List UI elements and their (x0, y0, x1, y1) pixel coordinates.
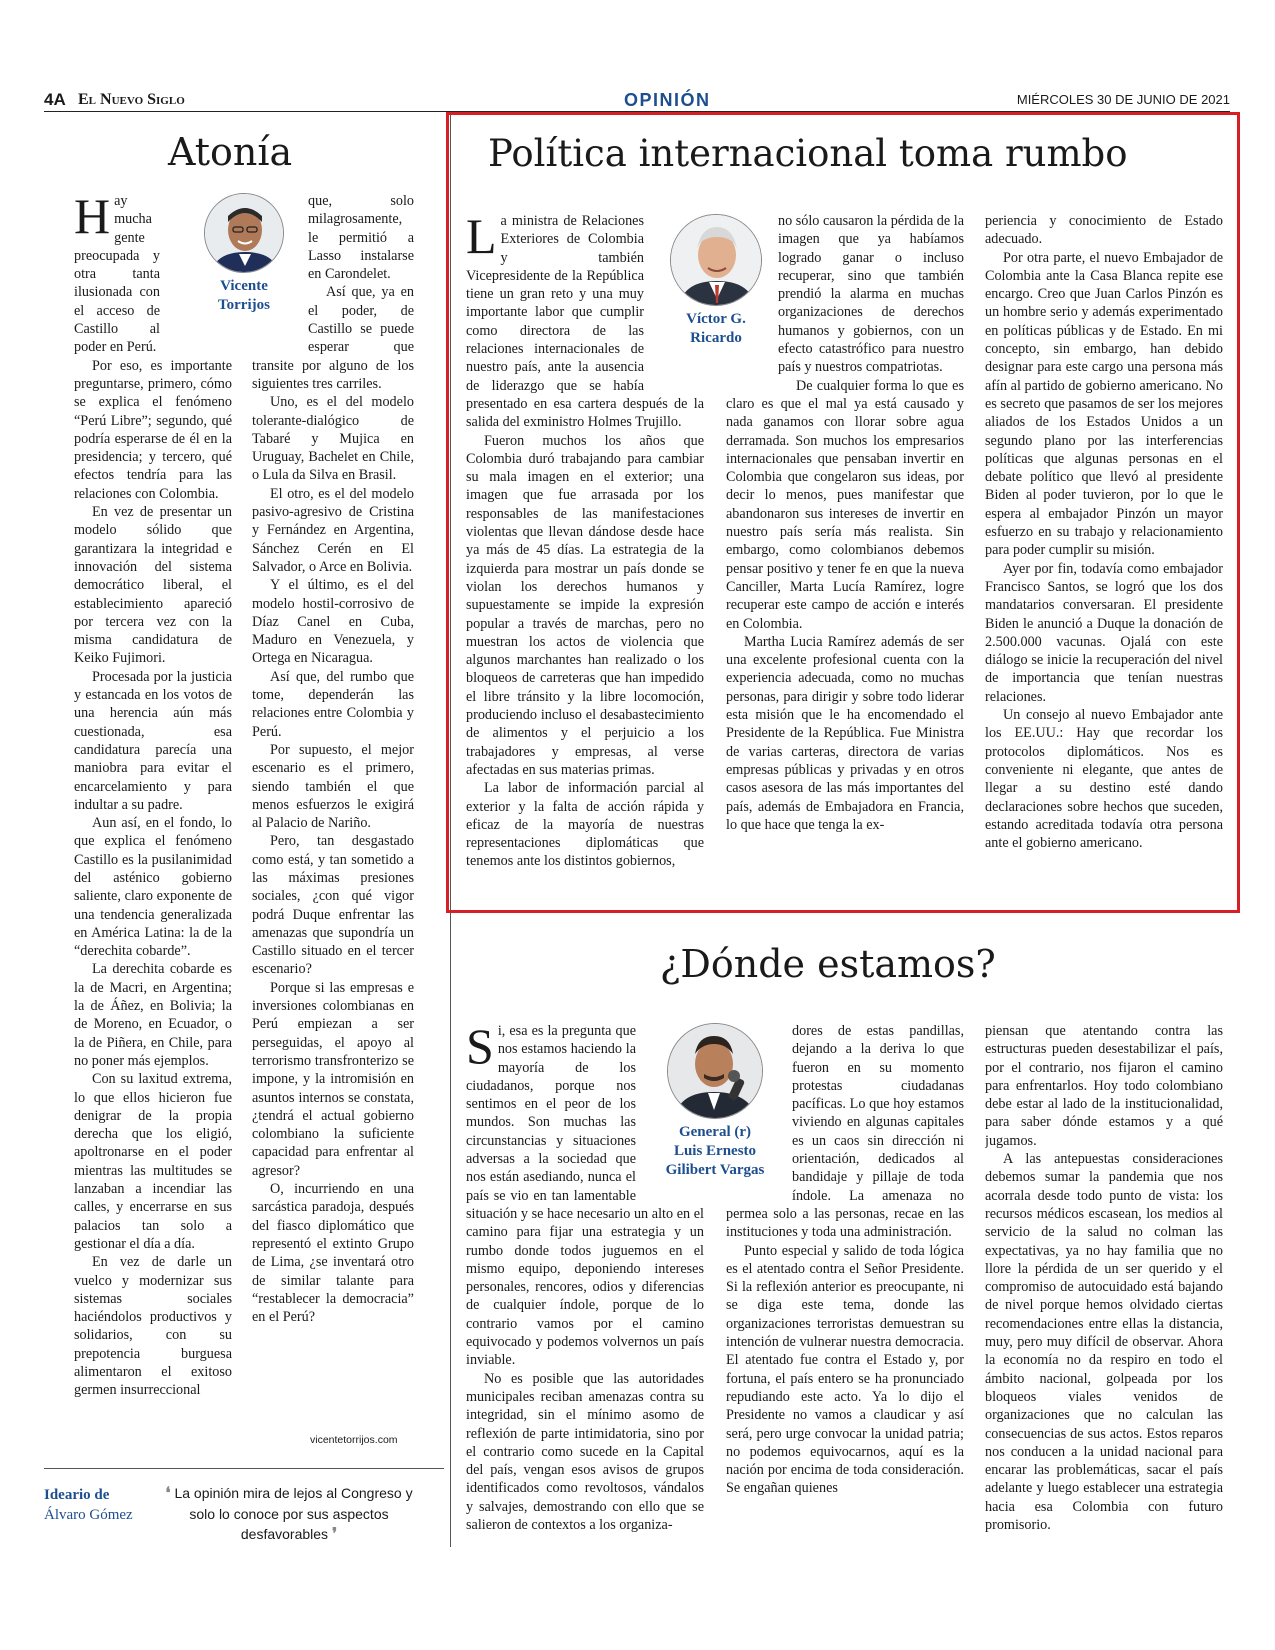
author-first-name: Luis Ernesto (673, 1143, 757, 1159)
ideario-name: Álvaro Gómez (44, 1507, 133, 1523)
paragraph: Aun así, en el fondo, lo que explica el fenómeno Castillo es la pusilanimidad del asténico gobierno saliente, claro exponente de una tendencia generalizada en América Latina: la de la “derechita cobarde”. (74, 815, 232, 960)
paragraph: Con su laxitud extrema, lo que ellos hicieron fue denigrar de la propia derecha que los eligió, apoltronarse en el poder mientras las multitudes se lanzaban a incendiar las calles, y encerrarse en sus palacios tan solo a gestionar el día a día. (74, 1071, 232, 1252)
newspaper-name: El Nuevo Siglo (78, 91, 185, 108)
dropcap: L (466, 212, 497, 264)
quote-text: La opinión mira de lejos al Congreso y solo lo conoce por sus aspectos desfavorables (174, 1485, 413, 1542)
author-rank: General (r) (678, 1124, 752, 1140)
paragraph: Por supuesto, el mejor escenario es el primero, siendo también el que menos esfuerzos le exigirá al Palacio de Nariño. (252, 741, 414, 832)
article-1-column-1 (74, 192, 232, 1454)
paragraph: Punto especial y salido de toda lógica es el atentado contra el Señor Presidente. Si la reflexión anterior es preocupante, ni se diga este tema, donde las organizaciones terroristas demuestran su intención de vulnerar nuestra democracia. El atentado fue contra el Estado y, por fortuna, el país entero se ha pronunciado repudiando este acto. Ya lo dijo el Presidente no vamos a claudicar y así será, pero urge convocar la unidad patria; no podemos equivocarnos, aquí es la nación por encima de toda consideración. Se engañan quienes (726, 1242, 964, 1497)
paragraph: A las antepuestas consideraciones debemos sumar la pandemia que nos acorrala desde todo punto de vista: los recursos médicos escasean, los medios al servicio de la salud no colman las expectativas, ya no hay familia que no llore la pérdida de un ser querido y el compromiso de autocuidado está bajando de nivel porque hemos olvidado ciertas recomendaciones entre ellas la distancia, muy, pero muy difícil de observar. Ahora la economía no da respiro en todo el ámbito nacional, golpeada por los bloqueos viales venidos de organizaciones que no calculan las consecuencias de sus actos. Estos reparos nos conducen a la unidad nacional para encarar las problemáticas, sacar el país adelante y luego establecer una estrategia hacia esa Colombia con futuro promisorio. (985, 1151, 1223, 1534)
article-2-column-2 (726, 212, 964, 882)
article-3-column-2 (726, 1022, 964, 1542)
issue-date: MIÉRCOLES 30 DE JUNIO DE 2021 (1016, 92, 1230, 107)
paragraph: no sólo causaron la pérdida de la imagen que ya habíamos logrado ganar o incluso recuperar, sino que también prendió la alarma en muchas organizaciones de derechos humanos y gobiernos, con un efecto catastrófico para nuestro país y nuestros compatriotas. (778, 213, 964, 376)
paragraph: Un consejo al nuevo Embajador ante los EE.UU.: Hay que recordar los protocolos diplomáticos. Nos es conveniente ni elegante, que antes de llegar a su destino esté dando declaraciones sobre hechos que suceden, estando acreditada todavía otra persona ante el gobierno americano. (985, 707, 1223, 852)
paragraph: Fueron muchos los años que Colombia duró trabajando para cambiar su mala imagen en el exterior; una imagen que fue arrasada por los responsables de las manifestaciones violentas que llevan dándose desde hace ya más de 45 días. La estrategia de la izquierda para mostrar un país donde se violan los derechos humanos y supuestamente se impide la expresión popular a través de marchas, pero no muestran los actos de violencia que algunos marchantes han realizado o los bloqueos de carreteras que han impedido el libre tránsito y la libre locomoción, produciendo incluso el desabastecimiento de alimentos y el perjuicio a los trabajadores y empresas, al verse afectadas en sus materias primas. (466, 432, 704, 778)
section-title: OPINIÓN (624, 90, 711, 110)
article-1-column-2 (252, 192, 414, 1422)
paragraph: Porque si las empresas e inversiones colombianas en Perú empiezan a ser perseguidas, el apoyo al terrorismo transfronterizo se impone, y la intromisión en asuntos internos se constata, ¿tendrá el actual gobierno colombiano la suficiente capacidad para enfrentar al agresor? (252, 979, 414, 1179)
paragraph: Así que, del rumbo que tome, dependerán las relaciones entre Colombia y Perú. (252, 668, 414, 740)
article-2-column-1 (466, 212, 704, 882)
page-header (44, 90, 1230, 112)
author-last-name: Torrijos (218, 297, 270, 313)
ideario-divider (44, 1468, 444, 1469)
author-first-name: Vicente (220, 278, 268, 294)
page-number: 4A (44, 90, 66, 109)
paragraph: Martha Lucia Ramírez además de ser una excelente profesional cuenta con la experiencia adecuada, como no muchas personas, para dirigir y sobre todo liderar esta misión que le ha encomendado el Presidente de la República. Fue Ministra de varias carteras, directora de varias empresas públicas y privadas y en otros casos asesora de las más importantes del país, además de Embajadora en Francia, lo que hace que tenga la ex- (726, 633, 964, 833)
paragraph: La derechita cobarde es la de Macri, en Argentina; la de Áñez, en Bolivia; la de Moreno, en Ecuador, o la de Piñera, en Chile, para no poner más ejemplos. (74, 961, 232, 1069)
paragraph: O, incurriendo en una sarcástica paradoja, después del fiasco diplomático que representó el extinto Grupo de Lima, ¿se inventará otro de similar talante para “restablecer la democracia” en el Perú? (252, 1181, 414, 1326)
article-3-title: ¿Dónde estamos? (660, 942, 996, 986)
paragraph: periencia y conocimiento de Estado adecuado. (985, 213, 1223, 248)
ideario-title: Ideario de (44, 1487, 110, 1503)
paragraph: Pero, tan desgastado como está, y tan sometido a las máximas presiones sociales, ¿con qué vigor podrá Duque enfrentar las amenazas que supondría un Castillo situado en el tercer escenario? (252, 833, 414, 978)
author-signature: vicentetorrijos.com (310, 1434, 398, 1446)
paragraph: Ayer por fin, todavía como embajador Francisco Santos, se logró que los dos mandatarios conversaran. El presidente Biden le anunció a Duque la donación de 2.500.000 vacunas. Ojalá con este diálogo se inicie la recuperación del nivel de importancia que tenían nuestras relaciones. (985, 560, 1223, 705)
paragraph: i, esa es la pregunta que nos estamos haciendo la mayoría de los ciudadanos, porque nos sentimos en el peor de los mundos. Son muchas las circunstancias y situaciones adversas a la sociedad que nos están asediando, nunca el país se vio en tan lamentable situación y se hace necesario un alto en el camino para fijar una estrategia y un rumbo donde todos juguemos en el mismo equipo, deponiendo intereses personales, rencores, odios y diferencias de cualquier índole, porque de lo contrario vamos por el camino equivocado y podemos volvernos un país inviable. (466, 1023, 704, 1369)
author-last-name: Ricardo (690, 330, 742, 346)
paragraph: a ministra de Relaciones Exteriores de Colombia y también Vicepresidente de la República tiene un gran reto y una muy importante labor que cumplir como directora de las relaciones internacionales de nuestro país, ante la ausencia de liderazgo que se había presentado en esa cartera después de la salida del exministro Holmes Trujillo. (466, 213, 704, 431)
paragraph: Así que, ya en el poder, de Castillo se puede esperar que transite por alguno de los siguientes tres carriles. (252, 284, 414, 392)
article-2-title: Política internacional toma rumbo (488, 132, 1128, 175)
dropcap: H (74, 192, 111, 244)
paragraph: dores de estas pandillas, dejando a la deriva lo que fueron en su momento protestas ciudadanas pacíficas. Lo que hoy estamos viviendo en algunas capitales es un caos sin dirección ni orientación, dedicados al bandidaje y pillaje de toda índole. La amenaza no permea solo a las personas, recae en las instituciones y toda una administración. (726, 1023, 964, 1241)
close-quote-icon: ❜ (331, 1526, 338, 1543)
paragraph: Uno, es el del modelo tolerante-dialógico de Tabaré y Mujica en Uruguay, Bachelet en Chile, o Lula da Silva en Brasil. (252, 394, 414, 484)
ideario-quote (165, 1483, 413, 1545)
open-quote-icon: ❛ (165, 1485, 171, 1502)
paragraph: Por otra parte, el nuevo Embajador de Colombia ante la Casa Blanca repite ese encargo. Creo que Juan Carlos Pinzón es un hombre serio y además experimentado en políticas públicas y de Estado. En mi concepto, sin embargo, han debido designar para este cargo una persona más afín al partido de gobierno americano. No es secreto que pasamos de ser los mejores aliados de los Estados Unidos a un segundo plano por las interferencias políticas que algunas personas en el debate político que llevó al presidente Biden al poder tuvieron, por lo que le espera al embajador Pinzón un mayor esfuerzo en su trabajo y relacionamiento para poder cumplir su misión. (985, 249, 1223, 559)
article-2-column-3 (985, 212, 1223, 882)
author-last-name: Gilibert Vargas (665, 1162, 765, 1178)
paragraph: piensan que atentando contra las estructuras pueden desestabilizar el país, por el contrario, nos fijaron el camino para enfrentarlos. Hoy todo colombiano debe estar al lado de la institucionalidad, para saber dónde estamos y a qué jugamos. (985, 1023, 1223, 1149)
author-first-name: Víctor G. (686, 311, 746, 327)
article-1-title: Atonía (168, 130, 293, 174)
paragraph: Procesada por la justicia y estancada en los votos de una herencia aún más cuestionada, esa candidatura parecía una maniobra para evitar el encarcelamiento y para indultar a su padre. (74, 668, 232, 813)
paragraph: Por eso, es importante preguntarse, primero, cómo se explica el fenómeno “Perú Libre”; segundo, qué podría esperarse de él en la presidencia; y tercero, qué efectos tendría para las relaciones con Colombia. (74, 357, 232, 502)
paragraph: ay mucha gente preocupada y otra tanta ilusionada con el acceso de Castillo al poder en Perú. (74, 193, 160, 356)
article-3-column-3 (985, 1022, 1223, 1542)
ideario-label (44, 1485, 133, 1525)
paragraph: De cualquier forma lo que es claro es que el mal ya está causado y nada ganamos con llorar sobre agua derramada. Son muchos los empresarios internacionales que pensaban invertir en Colombia que congelaron sus ideas, por decir lo menos, pues manifestar que abandonaron sus intereses de invertir en nuestro país sería más realista. Sin embargo, como colombianos debemos pensar positivo y tener fe en que la nueva Canciller, Marta Lucía Ramírez, logre recuperar este campo de acción e interés en Colombia. (726, 377, 964, 632)
paragraph: El otro, es el del modelo pasivo-agresivo de Cristina y Fernández en Argentina, Sánchez Cerén en El Salvador, o Arce en Bolivia. (252, 485, 414, 575)
paragraph: La labor de información parcial al exterior y la falta de acción rápida y eficaz de la mayoría de nuestras representaciones diplomáticas que tenemos ante los distintos gobiernos, (466, 780, 704, 870)
paragraph: que, solo milagrosamente, le permitió a Lasso instalarse en Carondelet. (308, 193, 414, 283)
paragraph: No es posible que las autoridades municipales reciban amenazas contra su integridad, sin el mínimo asomo de reflexión de parte intimidatoria, sino por el contrario como sucede en la Capital del país, vengan esos avisos de grupos identificados como revoltosos, vándalos y salvajes, demostrando con ello que se salieron de contextos a los organiza- (466, 1370, 704, 1534)
article-3-column-1 (466, 1022, 704, 1542)
paragraph: Y el último, es el del modelo hostil-corrosivo de Díaz Canel en Cuba, Maduro en Venezuela, y Ortega en Nicaragua. (252, 577, 414, 667)
paragraph: En vez de darle un vuelco y modernizar sus sistemas sociales haciéndolos productivos y solidarios, con su prepotencia burguesa alimentaron el exitoso germen insurreccional (74, 1254, 232, 1399)
paragraph: En vez de presentar un modelo sólido que garantizara la integridad e innovación del sistema democrático liberal, el establecimiento apareció por tercera vez con la misma candidatura de Keiko Fujimori. (74, 504, 232, 667)
dropcap: S (466, 1022, 494, 1074)
